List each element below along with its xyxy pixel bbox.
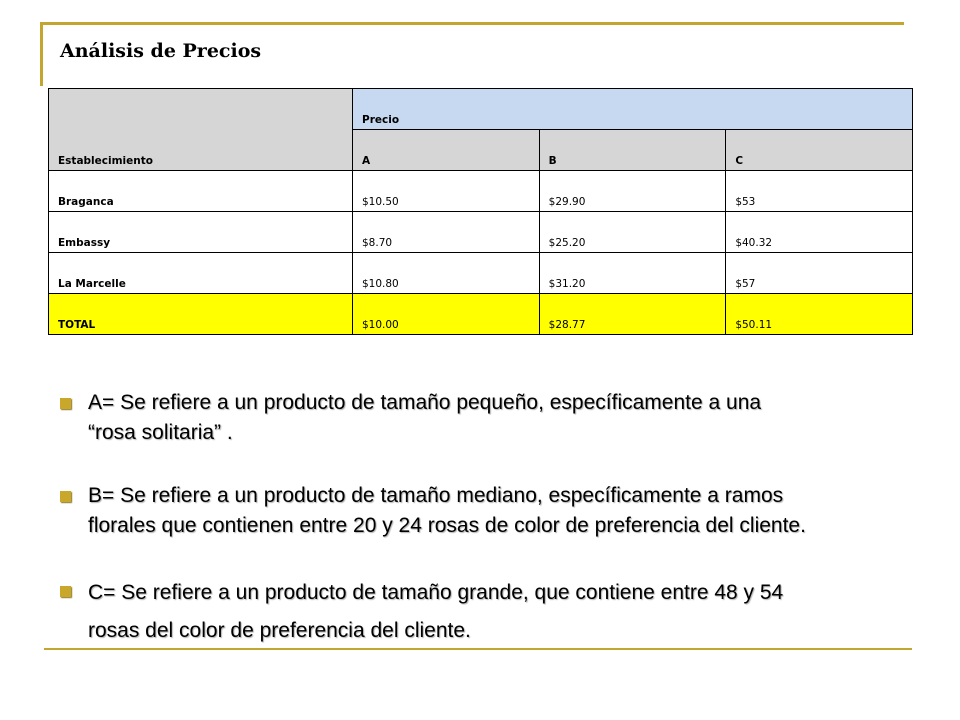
bottom-divider	[44, 648, 912, 650]
price-cell: $8.70	[353, 212, 540, 253]
square-bullet-icon	[60, 586, 71, 597]
price-cell: $57	[726, 253, 913, 294]
bullet-text: C= Se refiere a un producto de tamaño grande, que contiene entre 48 y 54	[88, 581, 784, 604]
bullet-text: rosas del color de preferencia del cliente.	[88, 619, 471, 642]
column-header-a: A	[353, 130, 540, 171]
bullet-item-c	[60, 574, 920, 650]
bullet-text: “rosa solitaria” .	[88, 421, 233, 444]
bullet-text: B= Se refiere a un producto de tamaño mediano, específicamente a ramos	[88, 484, 784, 507]
price-cell: $29.90	[539, 171, 726, 212]
price-cell: $53	[726, 171, 913, 212]
total-cell: $28.77	[539, 294, 726, 335]
price-cell: $10.50	[353, 171, 540, 212]
bullet-text: florales que contienen entre 20 y 24 rosas de color de preferencia del cliente.	[88, 514, 806, 537]
table-header-row	[49, 89, 913, 130]
page-title: Análisis de Precios	[60, 40, 262, 62]
total-cell: $50.11	[726, 294, 913, 335]
left-divider	[40, 22, 43, 86]
table-row	[49, 171, 913, 212]
top-divider	[40, 22, 904, 25]
price-table	[48, 88, 913, 335]
square-bullet-icon	[60, 398, 71, 409]
price-cell: $25.20	[539, 212, 726, 253]
bullet-text: A= Se refiere a un producto de tamaño pequeño, específicamente a una	[88, 391, 762, 414]
price-header: Precio	[353, 89, 913, 130]
row-name: La Marcelle	[49, 253, 353, 294]
price-cell: $40.32	[726, 212, 913, 253]
total-cell: $10.00	[353, 294, 540, 335]
total-label: TOTAL	[49, 294, 353, 335]
column-header-c: C	[726, 130, 913, 171]
establishment-header: Establecimiento	[49, 89, 353, 171]
row-name: Embassy	[49, 212, 353, 253]
total-row	[49, 294, 913, 335]
bullet-item-a	[60, 388, 920, 448]
bullet-item-b	[60, 481, 920, 541]
row-name: Braganca	[49, 171, 353, 212]
table-row	[49, 253, 913, 294]
square-bullet-icon	[60, 491, 71, 502]
price-cell: $10.80	[353, 253, 540, 294]
table-row	[49, 212, 913, 253]
column-header-b: B	[539, 130, 726, 171]
bullet-list	[60, 388, 920, 650]
price-cell: $31.20	[539, 253, 726, 294]
